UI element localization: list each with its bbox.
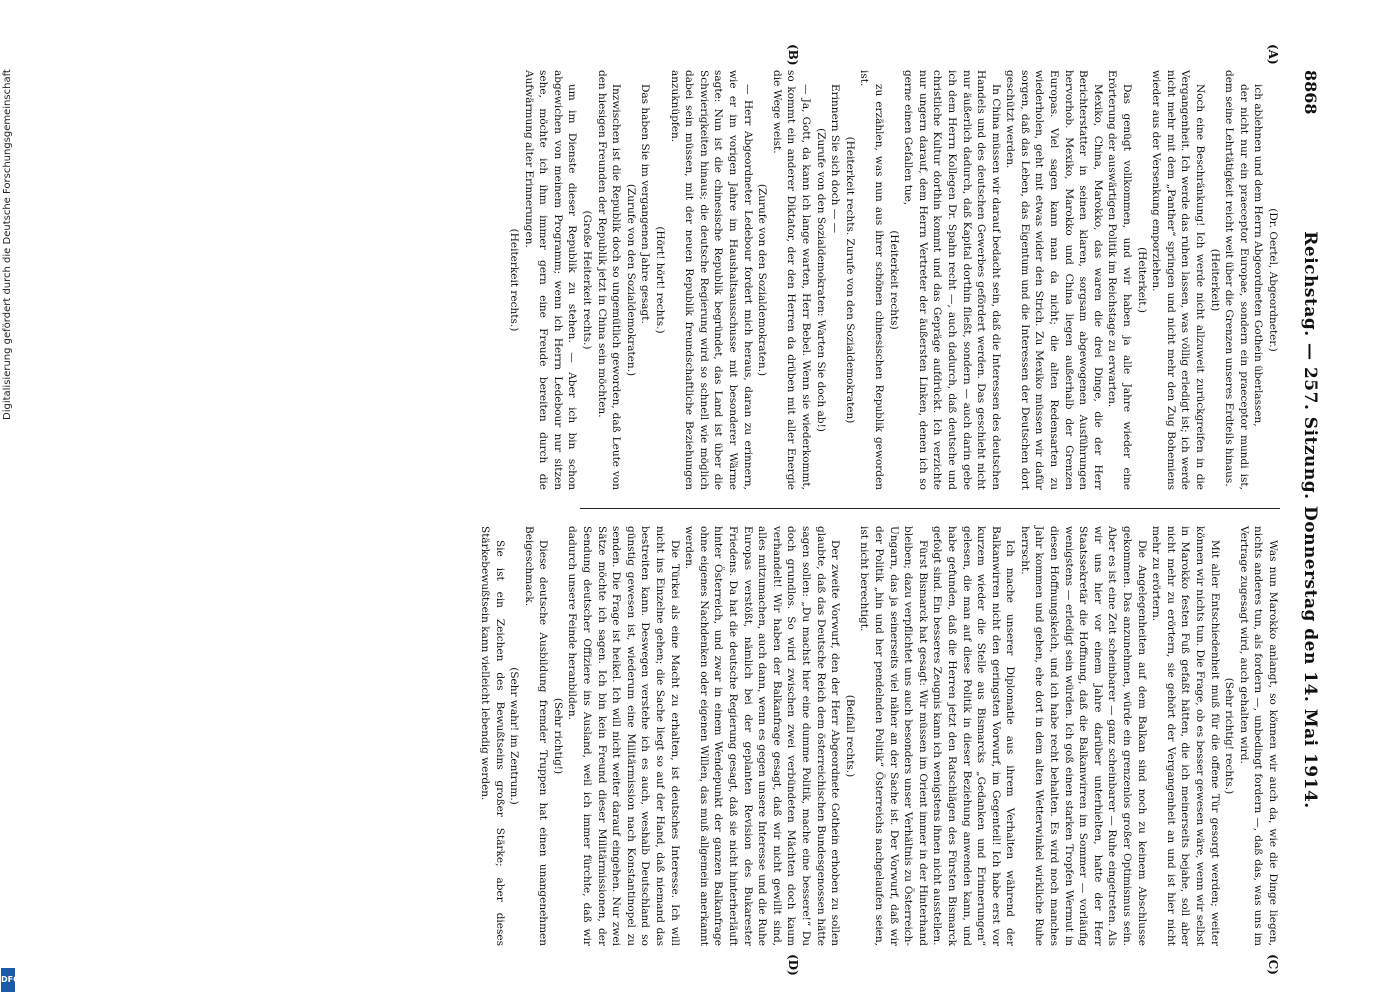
stage-direction: (Sehr richtig! rechts.) [1223, 677, 1236, 795]
left-text-column [507, 70, 1280, 490]
paragraph: Das haben Sie im vergangenen Jahre gesagt. [639, 84, 652, 324]
stage-direction: (Heiterkeit) [1208, 248, 1221, 312]
paragraph: Die Türkei als eine Macht zu erhalten, ist deutsches Interesse. Ich will nicht ins Einzelne gehen; die Sache liegt so auf der Hand, daß niemand das bestreiten kann. Deswegen verstehe ich es auch, weshalb Deutschland so günstig gewesen ist, wiederum eine Militärmission nach Konstantinopel zu senden. Die Frage ist heikel. Ich will nicht weiter darauf eingehen. Nur zwei Sätze möchte ich sagen. Ich bin kein Freund dieser Militärmissionen, der Sendung deutscher Offiziere ins Ausland, weil ich immer fürchte, daß wir dadurch unsere Feinde heranbilden. [566, 526, 681, 946]
page-header [1286, 70, 1320, 950]
margin-marker-c: (C) [1266, 954, 1280, 975]
paragraph: — Herr Abgeordneter Ledebour fordert mich heraus, daran zu erinnern, wie er im vorigen Jahre im Haushaltsausschusse mit besonderer Wärme sagte: Nun ist die chinesische Republik begründet, das Land ist über die Schwierigkeiten hinaus; die deutsche Regierung wird so schnell wie möglich dabei sein müssen, mit der neuen Republik freundschaftliche Beziehungen anzuknüpfen. [668, 70, 754, 490]
paragraph: ich ablehnen und dem Herrn Abgeordneten Gothein überlassen, [1252, 84, 1265, 427]
margin-marker-b: (B) [786, 44, 800, 66]
stage-direction: (Beifall rechts.) [843, 694, 856, 778]
dfg-logo: DFG [1, 968, 15, 992]
stage-direction: (Heiterkeit rechts. Zurufe von den Sozialdemokraten) [843, 136, 856, 424]
paragraph: Mexiko, China, Marokko, das waren die drei Dinge, die der Herr Berichterstatter in seinen klaren, sorgsam abgewogenen Ausführungen hervorhob. Mexiko, Marokko und China liegen außerhalb der Grenzen Europas. Viel sagen kann man da nicht; die alten Redensarten zu wiederholen, geht mit etwas wider den Strich. Zu Mexiko müssen wir dafür sorgen, daß das Leben, das Eigentum und die Interessen der Deutschen dort geschützt werden. [1004, 70, 1104, 490]
right-text-column [477, 526, 1280, 946]
stage-direction: (Zurufe von den Sozialdemokraten.) [756, 183, 769, 377]
paragraph: Erinnern Sie sich doch — — [829, 84, 842, 234]
stage-direction: (Hört! hört! rechts.) [654, 226, 667, 334]
page-title: Reichstag. — 257. Sitzung. Donnerstag den 14. Mai 1914. [1300, 231, 1320, 809]
paragraph: Ich mache unserer Diplomatie aus ihrem Verhalten während der Balkanwirren nicht den geringsten Vorwurf, im Gegenteil! Ich habe erst vor kurzem wieder die Stelle aus Bismarcks „Gedanken und Erinnerungen“ gelesen, die man auf diese Politik in dieser Beziehung anwenden kann, und habe gefunden, daß die Herren jetzt den Ratschlägen des Fürsten Bismarck gefolgt sind. Ein besseres Zeugnis kann ich wenigstens ihnen nicht ausstellen. [931, 526, 1017, 946]
paragraph: Das genügt vollkommen, und wir haben ja alle Jahre wieder eine Erörterung der auswärtigen Politik im Reichstage zu erwarten. [1106, 70, 1134, 490]
stage-direction: (Heiterkeit rechts) [887, 230, 900, 330]
stage-direction: (Zurufe von den Sozialdemokraten.) [624, 183, 637, 377]
stage-direction: (Zurufe von den Sozialdemokraten: Warten Sie doch ab!) [814, 128, 827, 432]
paragraph: Die Angelegenheiten auf dem Balkan sind noch zu keinem Abschlusse gekommen. Das anzunehmen, würde ein grenzenlos großer Optimismus sein. Aber es ist eine Zeit scheinbarer — ganz scheinbarer — Ruhe eingetreten. Als wir uns hier vor einem Jahre darüber unterhielten, hatte der Herr Staatssekretär die Hoffnung, daß die Balkanwirren im Sommer — vorläufig wenigstens — erledigt sein würden. Ich goß einen starken Tropfen Wermut in diesen Hoffnungskelch, und ich habe recht behalten. Es wird noch manches Jahr kommen und gehen, ehe dort in dem alten Wetterwinkel wirkliche Ruhe herrscht. [1018, 526, 1148, 946]
paragraph: zu erzählen, was nun aus ihrer schönen chinesischen Republik geworden ist. [858, 70, 885, 490]
stage-direction: (Heiterkeit rechts.) [508, 228, 521, 332]
stage-direction: (Sehr wahr! im Zentrum.) [508, 667, 521, 805]
paragraph: — Ja, Gott, da kann ich lange warten, Herr Bebel. Wenn sie wiederkommt, so kommt ein anderer Diktator, der den Herren da drüben mit aller Energie die Wege weist. [770, 70, 812, 490]
stage-direction: (Große Heiterkeit rechts.) [581, 210, 594, 350]
margin-marker-a: (A) [1266, 44, 1280, 65]
paragraph: Fürst Bismarck hat gesagt: Wir müssen im Orient immer in der Hinterhand bleiben; dazu verpflichtet uns auch besonders unser Verhältnis zu Österreich-Ungarn, das ja seinerseits viel näher an der Sache ist. Der Vorwurf, daß wir der Politik „hin und her pendelnden Politik“ Österreichs nachgelaufen seien, ist nicht berechtigt. [858, 526, 929, 946]
paragraph: Was nun Marokko anlangt, so können wir auch da, wie die Dinge liegen, nichts anderes tun, als fordern —, unbedingt fordern —, daß das, was uns im Vertrage zugesagt wird, auch gehalten wird. [1237, 526, 1279, 946]
digitization-credit: Digitalisierung gefördert durch die Deutsche Forschungsgemeinschaft [2, 69, 13, 420]
paragraph: um im Dienste dieser Republik zu stehen. — Aber ich bin schon abgewichen von meinem Programm; wenn ich Herrn Ledebour nur sitzen sehe, möchte ich ihm immer gern eine Freude bereiten durch die Aufwärmung alter Erinnerungen. [522, 70, 579, 490]
rotated-document-page [80, 44, 1320, 976]
paragraph: In China müssen wir darauf bedacht sein, daß die Interessen des deutschen Handels und des deutschen Gewerbes gefördert werden. Das geschieht nicht nur äußerlich dadurch, daß Kapital dorthin fließt, sondern — auch darin gebe ich dem Herrn Kollegen Dr. Spahn recht —, auch dadurch, daß deutsche und christliche Kultur dorthin kommt und das Gepräge aufdrückt. Ich verzichte nur ungern darauf, dem Herrn Vertreter der äußersten Linken, denen ich so gerne einen Gefallen tue, [902, 70, 1002, 490]
margin-marker-d: (D) [786, 954, 800, 976]
stage-direction: (Dr. Oertel, Abgeordneter.) [1267, 208, 1279, 352]
paragraph: Sie ist ein Zeichen des Bewußtseins großer Stärke; aber dieses Stärkebewußtsein kann vielleicht lebendig werden. [478, 526, 506, 946]
paragraph: Inzwischen ist die Republik doch so ungemütlich geworden, daß Leute von den hiesigen Freunden der Republik jetzt in China sein möchten. [595, 70, 623, 490]
paragraph: Diese deutsche Ausbildung fremder Truppen hat einen unangenehmen Beigeschmack. [522, 526, 550, 946]
paragraph: Mit aller Entschiedenheit muß für die offene Tür gesorgt werden; weiter können wir nichts tun. Die Frage, ob es besser gewesen wäre, wenn wir selbst in Marokko festen Fuß gefaßt hätten, die ich meinerseits bejahe, soll aber nicht mehr zu erörtern, sie gehört der Vergangenheit an und ist hier nicht mehr zu erörtern. [1150, 526, 1221, 946]
stage-direction: (Sehr richtig!) [551, 697, 564, 775]
page-number: 8868 [1301, 70, 1320, 115]
paragraph: der nicht nur ein praeceptor Europae, sondern ein praeceptor mundi ist, dem seine Lehrtätigkeit reicht weit über die Grenzen unseres Erdteils hinaus. [1223, 70, 1250, 490]
paragraph: Noch eine Beschränkung! Ich werde nicht allzuweit zurückgreifen in die Vergangenheit. Ich werde das ruhen lassen, was völlig erledigt ist; ich werde nicht mehr mit dem „Panther“ springen und nicht mehr den Zug Bohemiens wieder aus der Versenkung emporziehen. [1150, 70, 1207, 490]
paragraph: Der zweite Vorwurf, den der Herr Abgeordnete Gothein erhoben zu sollen glaubte, daß das Deutsche Reich dem österreichischen Bundesgenossen hätte sagen sollen: „Du machst hier eine dumme Politik, mache eine bessere!“ Du doch grundlos. So wird zwischen zwei verbündeten Mächten doch kaum verhandelt! Wir haben der Balkanfrage gesagt, daß wir nicht gewillt sind, alles mitzumachen, auch dann, wenn es gegen unsere Interesse und die Ruhe Europas verstößt, nämlich bei der geplanten Revision des Bukarester Friedens. Da hat die deutsche Regierung gesagt, daß sie nicht hinterherläuft hinter Österreich, und zwar in einem Wendepunkt der ganzen Balkanfrage ohne eigenes Nachdenken oder eigenen Willen, das muß allgemein anerkannt werden. [683, 526, 842, 946]
column-divider [580, 508, 1280, 509]
stage-direction: (Heiterkeit.) [1135, 247, 1148, 313]
